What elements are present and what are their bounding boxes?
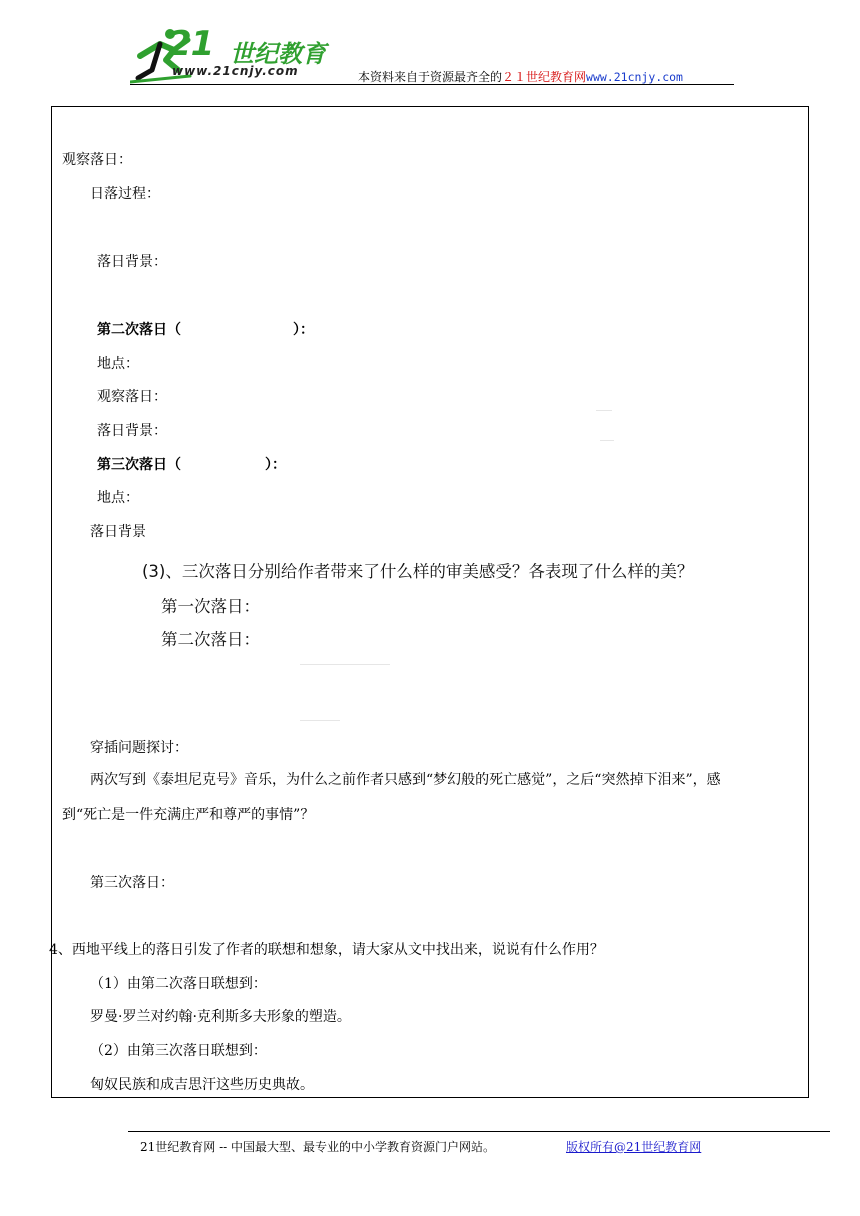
question-3-first-sunset: 第一次落日： <box>161 597 260 616</box>
header-site-link[interactable]: www.21cnjy.com <box>586 70 683 84</box>
footer-text: 21世纪教育网 -- 中国最大型、最专业的中小学教育资源门户网站。 <box>140 1140 496 1154</box>
second-sunset-heading: 第二次落日（ ）： <box>97 322 314 338</box>
sunset-background-label: 落日背景： <box>97 254 167 270</box>
titanic-question-line2: 到“死亡是一件充满庄严和尊严的事情”？ <box>62 807 315 823</box>
header-divider <box>130 84 734 85</box>
logo-name: 世纪教育 <box>230 40 326 68</box>
question-3: (3)、三次落日分别给作者带来了什么样的审美感受？各表现了什么样的美？ <box>142 562 694 581</box>
location-label: 地点： <box>97 356 139 372</box>
scan-artifact-2 <box>300 720 340 721</box>
third-sunset-label: 第三次落日： <box>90 875 174 891</box>
sunset-process-label: 日落过程： <box>90 186 160 202</box>
scan-artifact-3 <box>596 410 612 411</box>
third-sunset-heading: 第三次落日（ ）： <box>97 457 286 473</box>
observe-sunset-label-2: 观察落日： <box>97 389 167 405</box>
header-note-prefix: 本资料来自于资源最齐全的 <box>358 70 503 84</box>
location-label-2: 地点： <box>97 490 139 506</box>
question-4-part2: （2）由第三次落日联想到： <box>90 1043 267 1059</box>
question-4: 4、西地平线上的落日引发了作者的联想和想象，请大家从文中找出来，说说有什么作用？ <box>49 942 604 958</box>
footer-copyright-link[interactable]: 版权所有@21世纪教育网 <box>566 1140 702 1154</box>
footer-divider <box>128 1131 830 1132</box>
header-note <box>358 68 683 85</box>
question-4-part1-answer: 罗曼·罗兰对约翰·克利斯多夫形象的塑造。 <box>90 1009 351 1025</box>
scan-artifact <box>300 664 390 665</box>
logo-url: www.21cnjy.com <box>172 64 299 78</box>
header-site-name: ２１世纪教育网 <box>502 70 587 84</box>
sunset-background-label-3: 落日背景 <box>90 524 146 540</box>
interlude-discussion-label: 穿插问题探讨： <box>90 740 188 756</box>
observe-sunset-label: 观察落日： <box>62 152 132 168</box>
titanic-question-line1: 两次写到《泰坦尼克号》音乐，为什么之前作者只感到“梦幻般的死亡感觉”，之后“突然掉下泪来”，感 <box>90 772 721 788</box>
sunset-background-label-2: 落日背景： <box>97 423 167 439</box>
scan-artifact-4 <box>600 440 614 441</box>
logo-number: 21 <box>168 24 214 64</box>
question-3-second-sunset: 第二次落日： <box>161 630 260 649</box>
question-4-part1: （1）由第二次落日联想到： <box>90 976 267 992</box>
question-4-part2-answer: 匈奴民族和成吉思汗这些历史典故。 <box>90 1077 314 1093</box>
